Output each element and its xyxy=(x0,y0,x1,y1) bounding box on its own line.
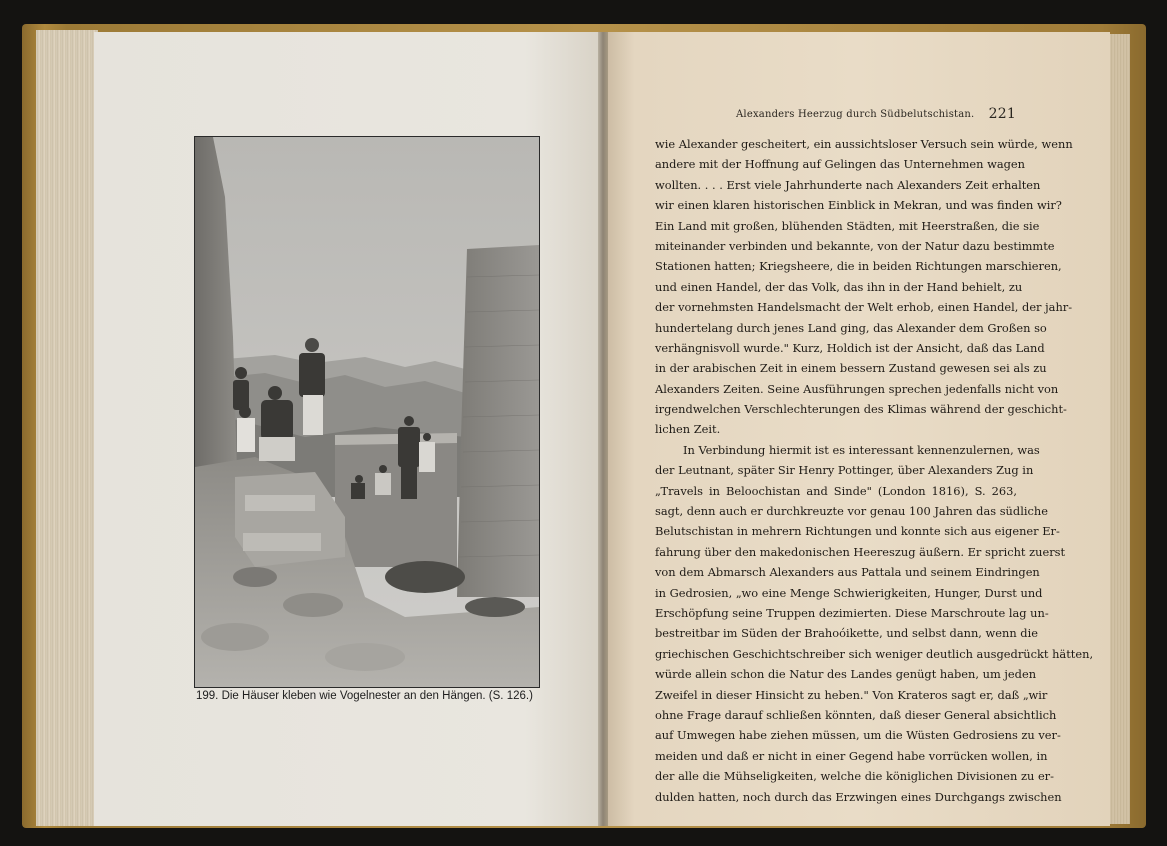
photograph-village-houses xyxy=(194,136,540,688)
text-line: würde allein schon die Natur des Landes genügt haben, um jeden xyxy=(655,667,1037,682)
text-line: auf Umwegen habe ziehen müssen, um die Wüsten Gedrosiens zu ver- xyxy=(655,728,1061,743)
text-line: der alle die Mühseligkeiten, welche die königlichen Divisionen zu er- xyxy=(655,769,1054,784)
text-line: Belutschistan in mehrern Richtungen und konnte sich aus eigener Er- xyxy=(655,524,1060,539)
text-line: wollten. . . . Erst viele Jahrhunderte nach Alexanders Zeit erhalten xyxy=(655,177,1041,192)
text-line: Stationen hatten; Kriegsheere, die in beiden Richtungen marschieren, xyxy=(655,259,1062,274)
text-line: Alexanders Zeiten. Seine Ausführungen sprechen jedenfalls nicht von xyxy=(655,381,1059,396)
book-gutter xyxy=(598,32,608,826)
text-line: bestreitbar im Süden der Brahoóikette, und selbst dann, wenn die xyxy=(655,626,1038,641)
text-line: wie Alexander gescheitert, ein aussichtsloser Versuch sein würde, wenn xyxy=(655,137,1073,151)
text-line: ohne Frage darauf schließen könnten, daß dieser General absichtlich xyxy=(655,707,1057,722)
text-line: andere mit der Hoffnung auf Gelingen das Unternehmen wagen xyxy=(655,157,1025,172)
photo-caption: 199. Die Häuser kleben wie Vogelnester an den Hängen. (S. 126.) xyxy=(196,690,533,702)
text-line: dulden hatten, noch durch das Erzwingen eines Durchgangs zwischen xyxy=(655,789,1062,804)
text-line: irgendwelchen Verschlechterungen des Klimas während der geschicht- xyxy=(655,402,1067,417)
page-edges-left xyxy=(36,30,98,826)
text-line: Zweifel in dieser Hinsicht zu heben." Von Krateros sagt er, daß „wir xyxy=(655,687,1048,702)
running-header-title: Alexanders Heerzug durch Südbelutschistan. xyxy=(736,109,975,120)
text-line: in der arabischen Zeit in einem bessern Zustand gewesen sei als zu xyxy=(655,361,1047,376)
page-number: 221 xyxy=(988,106,1016,122)
text-line: meiden und daß er nicht in einer Gegend habe vorrücken wollen, in xyxy=(655,748,1048,763)
text-line: miteinander verbinden und bekannte, von der Natur dazu bestimmte xyxy=(655,238,1055,253)
text-line: Erschöpfung seine Truppen dezimierten. Diese Marschroute lag un- xyxy=(655,605,1049,620)
text-line: „Travels in Beloochistan and Sinde" (London 1816), S. 263, xyxy=(655,483,1017,498)
text-line: Ein Land mit großen, blühenden Städten, mit Heerstraßen, die sie xyxy=(655,218,1040,233)
photograph-illustration xyxy=(195,137,539,687)
text-line: und einen Handel, der das Volk, das ihn in der Hand behielt, zu xyxy=(655,279,1023,294)
text-line: hundertelang durch jenes Land ging, das Alexander dem Großen so xyxy=(655,320,1047,335)
text-line: sagt, denn auch er durchkreuzte vor genau 100 Jahren das südliche xyxy=(655,504,1048,519)
text-line: in Gedrosien, „wo eine Menge Schwierigkeiten, Hunger, Durst und xyxy=(655,585,1043,600)
text-line: wir einen klaren historischen Einblick in Mekran, und was finden wir? xyxy=(655,198,1062,213)
text-line: griechischen Geschichtschreiber sich weniger deutlich ausgedrückt hätten, xyxy=(655,646,1094,661)
text-line: von dem Abmarsch Alexanders aus Pattala und seinem Eindringen xyxy=(655,565,1040,580)
text-line: lichen Zeit. xyxy=(655,422,721,437)
body-text xyxy=(655,134,1094,807)
text-line: der vornehmsten Handelsmacht der Welt erhob, einen Handel, der jahr- xyxy=(655,300,1073,315)
text-line: der Leutnant, später Sir Henry Pottinger, über Alexanders Zug in xyxy=(655,463,1034,478)
text-line: fahrung über den makedonischen Heereszug äußern. Er spricht zuerst xyxy=(655,544,1066,559)
text-line: In Verbindung hiermit ist es interessant kennenzulernen, was xyxy=(683,442,1040,457)
text-line: verhängnisvoll wurde." Kurz, Holdich ist der Ansicht, daß das Land xyxy=(655,340,1045,355)
